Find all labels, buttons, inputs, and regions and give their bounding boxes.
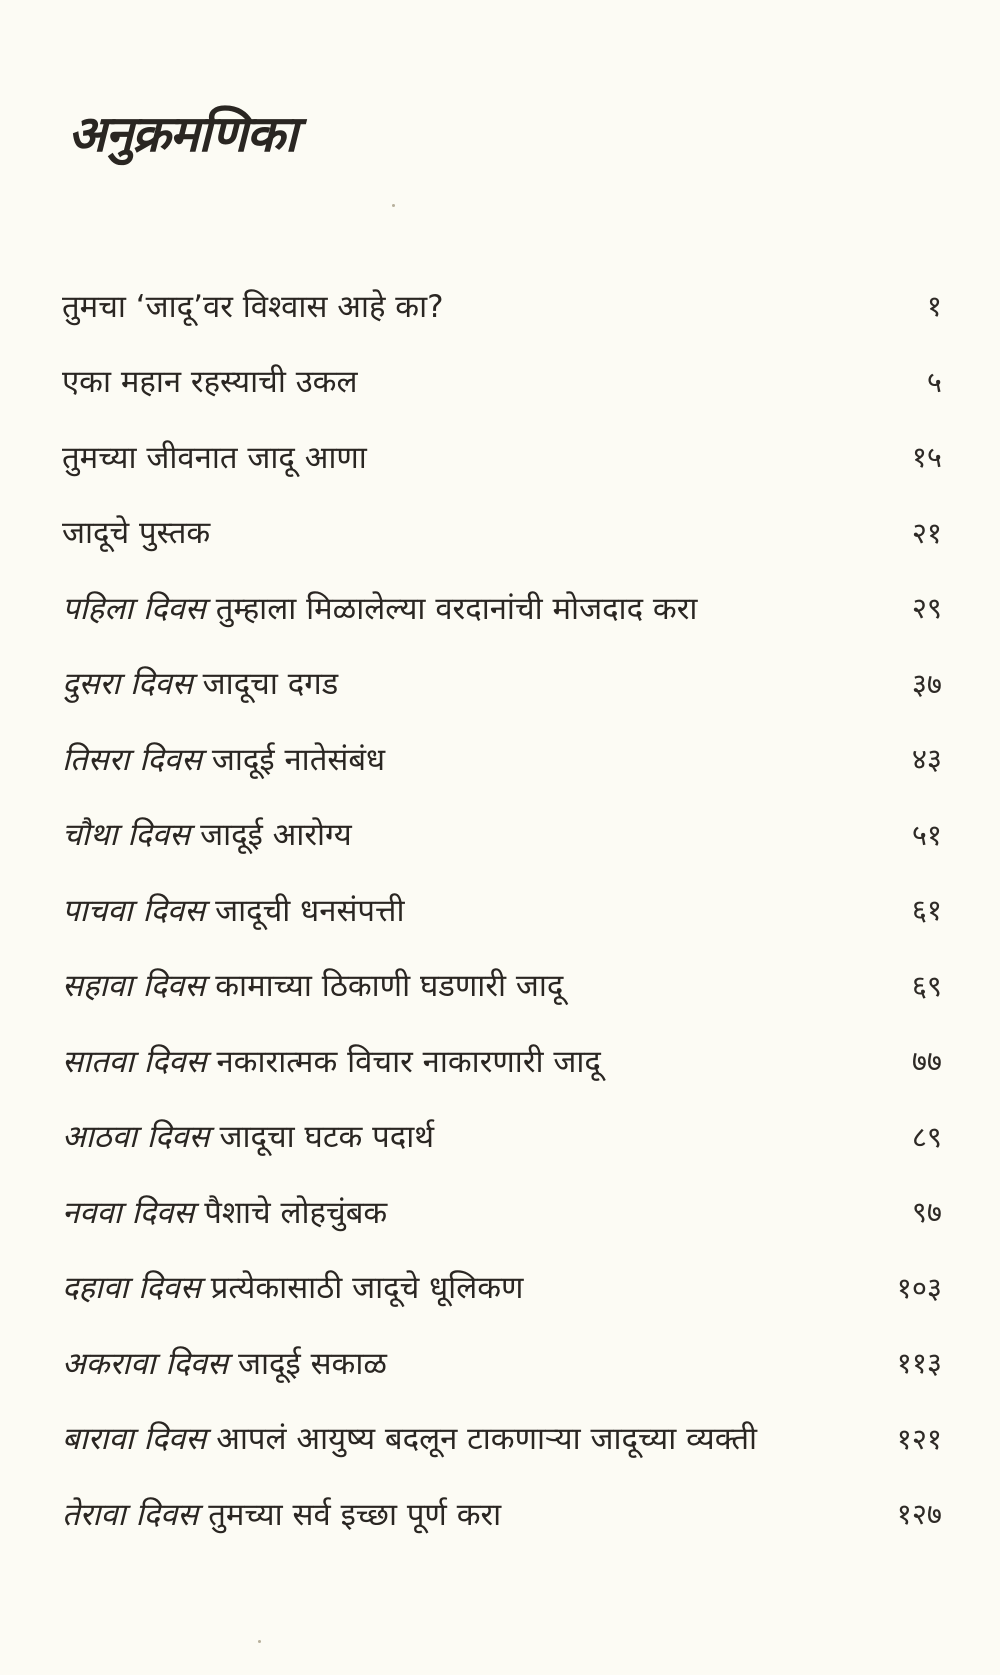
toc-entry-title-text: जादूई नातेसंबंध xyxy=(211,741,386,778)
toc-entry-title xyxy=(62,813,352,855)
paper-speck xyxy=(392,204,395,207)
toc-entry-title-text: तुम्हाला मिळालेल्या वरदानांची मोजदाद करा xyxy=(215,590,698,627)
toc-entry-title-text: तुमच्या जीवनात जादू आणा xyxy=(62,439,367,476)
toc-entry-title xyxy=(62,587,697,629)
toc-entry-page-number: १ xyxy=(926,289,942,324)
toc-entry-day: सातवा दिवस xyxy=(62,1043,207,1080)
table-of-contents xyxy=(62,268,942,1552)
toc-entry-page-number: १२१ xyxy=(896,1421,942,1456)
toc-entry xyxy=(62,570,942,646)
toc-entry-title xyxy=(62,1191,387,1233)
toc-entry xyxy=(62,495,942,571)
toc-entry-title-text: कामाच्या ठिकाणी घडणारी जादू xyxy=(215,968,564,1005)
toc-entry-title xyxy=(62,285,444,327)
toc-entry xyxy=(62,1325,942,1401)
toc-entry-title xyxy=(62,1493,501,1535)
toc-entry xyxy=(62,872,942,948)
toc-entry-title xyxy=(62,964,563,1006)
toc-entry xyxy=(62,646,942,722)
toc-entry-title xyxy=(62,889,404,931)
toc-entry xyxy=(62,1023,942,1099)
toc-entry-day: दुसरा दिवस xyxy=(62,666,193,703)
toc-entry-day: पहिला दिवस xyxy=(62,590,206,627)
toc-entry-title xyxy=(62,511,210,553)
toc-entry xyxy=(62,1174,942,1250)
toc-entry-title-text: पैशाचे लोहचुंबक xyxy=(204,1194,388,1231)
toc-entry-title-text: एका महान रहस्याची उकल xyxy=(62,364,358,401)
toc-entry-page-number: २१ xyxy=(911,515,942,550)
toc-entry-page-number: ६९ xyxy=(911,968,942,1003)
toc-entry-title-text: आपलं आयुष्य बदलून टाकणाऱ्या जादूच्या व्यक्ती xyxy=(216,1421,758,1458)
toc-entry-title-text: तुमचा ‘जादू’वर विश्वास आहे का? xyxy=(62,288,444,325)
toc-entry xyxy=(62,948,942,1024)
toc-entry-title xyxy=(62,360,358,402)
toc-entry-day: बारावा दिवस xyxy=(62,1421,207,1458)
toc-entry xyxy=(62,344,942,420)
toc-entry-day: अकरावा दिवस xyxy=(62,1345,229,1382)
toc-entry xyxy=(62,1099,942,1175)
toc-entry-page-number: ११३ xyxy=(896,1346,942,1381)
toc-entry-title-text: जादूचा दगड xyxy=(202,666,339,703)
toc-entry-title xyxy=(62,662,338,704)
toc-entry-day: दहावा दिवस xyxy=(62,1270,201,1307)
toc-entry-day: तेरावा दिवस xyxy=(62,1496,199,1533)
toc-entry-page-number: ३७ xyxy=(911,666,942,701)
toc-entry-page-number: ४३ xyxy=(911,742,942,777)
toc-entry-title-text: जादूई सकाळ xyxy=(238,1345,387,1382)
page-heading: अनुक्रमणिका xyxy=(68,105,297,163)
toc-entry xyxy=(62,419,942,495)
toc-entry xyxy=(62,1476,942,1552)
toc-entry-title-text: जादूई आरोग्य xyxy=(200,817,352,854)
toc-entry-title xyxy=(62,1417,757,1459)
toc-entry-title xyxy=(62,1115,434,1157)
toc-entry-day: पाचवा दिवस xyxy=(62,892,206,929)
toc-entry xyxy=(62,268,942,344)
toc-entry xyxy=(62,721,942,797)
toc-entry-title xyxy=(62,1266,523,1308)
toc-entry-title xyxy=(62,1342,387,1384)
toc-entry-day: सहावा दिवस xyxy=(62,968,206,1005)
toc-entry-title-text: नकारात्मक विचार नाकारणारी जादू xyxy=(216,1043,601,1080)
toc-entry-page-number: ९७ xyxy=(911,1195,942,1230)
toc-entry-title xyxy=(62,1040,601,1082)
toc-entry xyxy=(62,797,942,873)
toc-entry-page-number: ८९ xyxy=(911,1119,942,1154)
toc-entry-page-number: १०३ xyxy=(896,1270,942,1305)
toc-entry-page-number: ७७ xyxy=(911,1044,942,1079)
toc-entry-title-text: तुमच्या सर्व इच्छा पूर्ण करा xyxy=(208,1496,502,1533)
toc-entry-day: नववा दिवस xyxy=(62,1194,195,1231)
toc-entry-page-number: ६१ xyxy=(911,893,942,928)
toc-entry xyxy=(62,1250,942,1326)
paper-speck xyxy=(258,1640,261,1643)
toc-entry-title-text: प्रत्येकासाठी जादूचे धूलिकण xyxy=(210,1270,524,1307)
toc-entry-title xyxy=(62,436,367,478)
toc-entry xyxy=(62,1401,942,1477)
toc-entry-page-number: १२७ xyxy=(896,1497,942,1532)
toc-entry-title xyxy=(62,738,385,780)
toc-entry-day: तिसरा दिवस xyxy=(62,741,202,778)
toc-entry-day: आठवा दिवस xyxy=(62,1119,210,1156)
toc-entry-page-number: १५ xyxy=(911,440,942,475)
toc-entry-page-number: २९ xyxy=(911,591,942,626)
toc-entry-title-text: जादूची धनसंपत्ती xyxy=(215,892,405,929)
toc-entry-title-text: जादूचे पुस्तक xyxy=(62,515,211,552)
toc-entry-page-number: ५ xyxy=(926,364,942,399)
toc-entry-title-text: जादूचा घटक पदार्थ xyxy=(219,1119,435,1156)
toc-entry-page-number: ५१ xyxy=(911,817,942,852)
toc-entry-day: चौथा दिवस xyxy=(62,817,191,854)
